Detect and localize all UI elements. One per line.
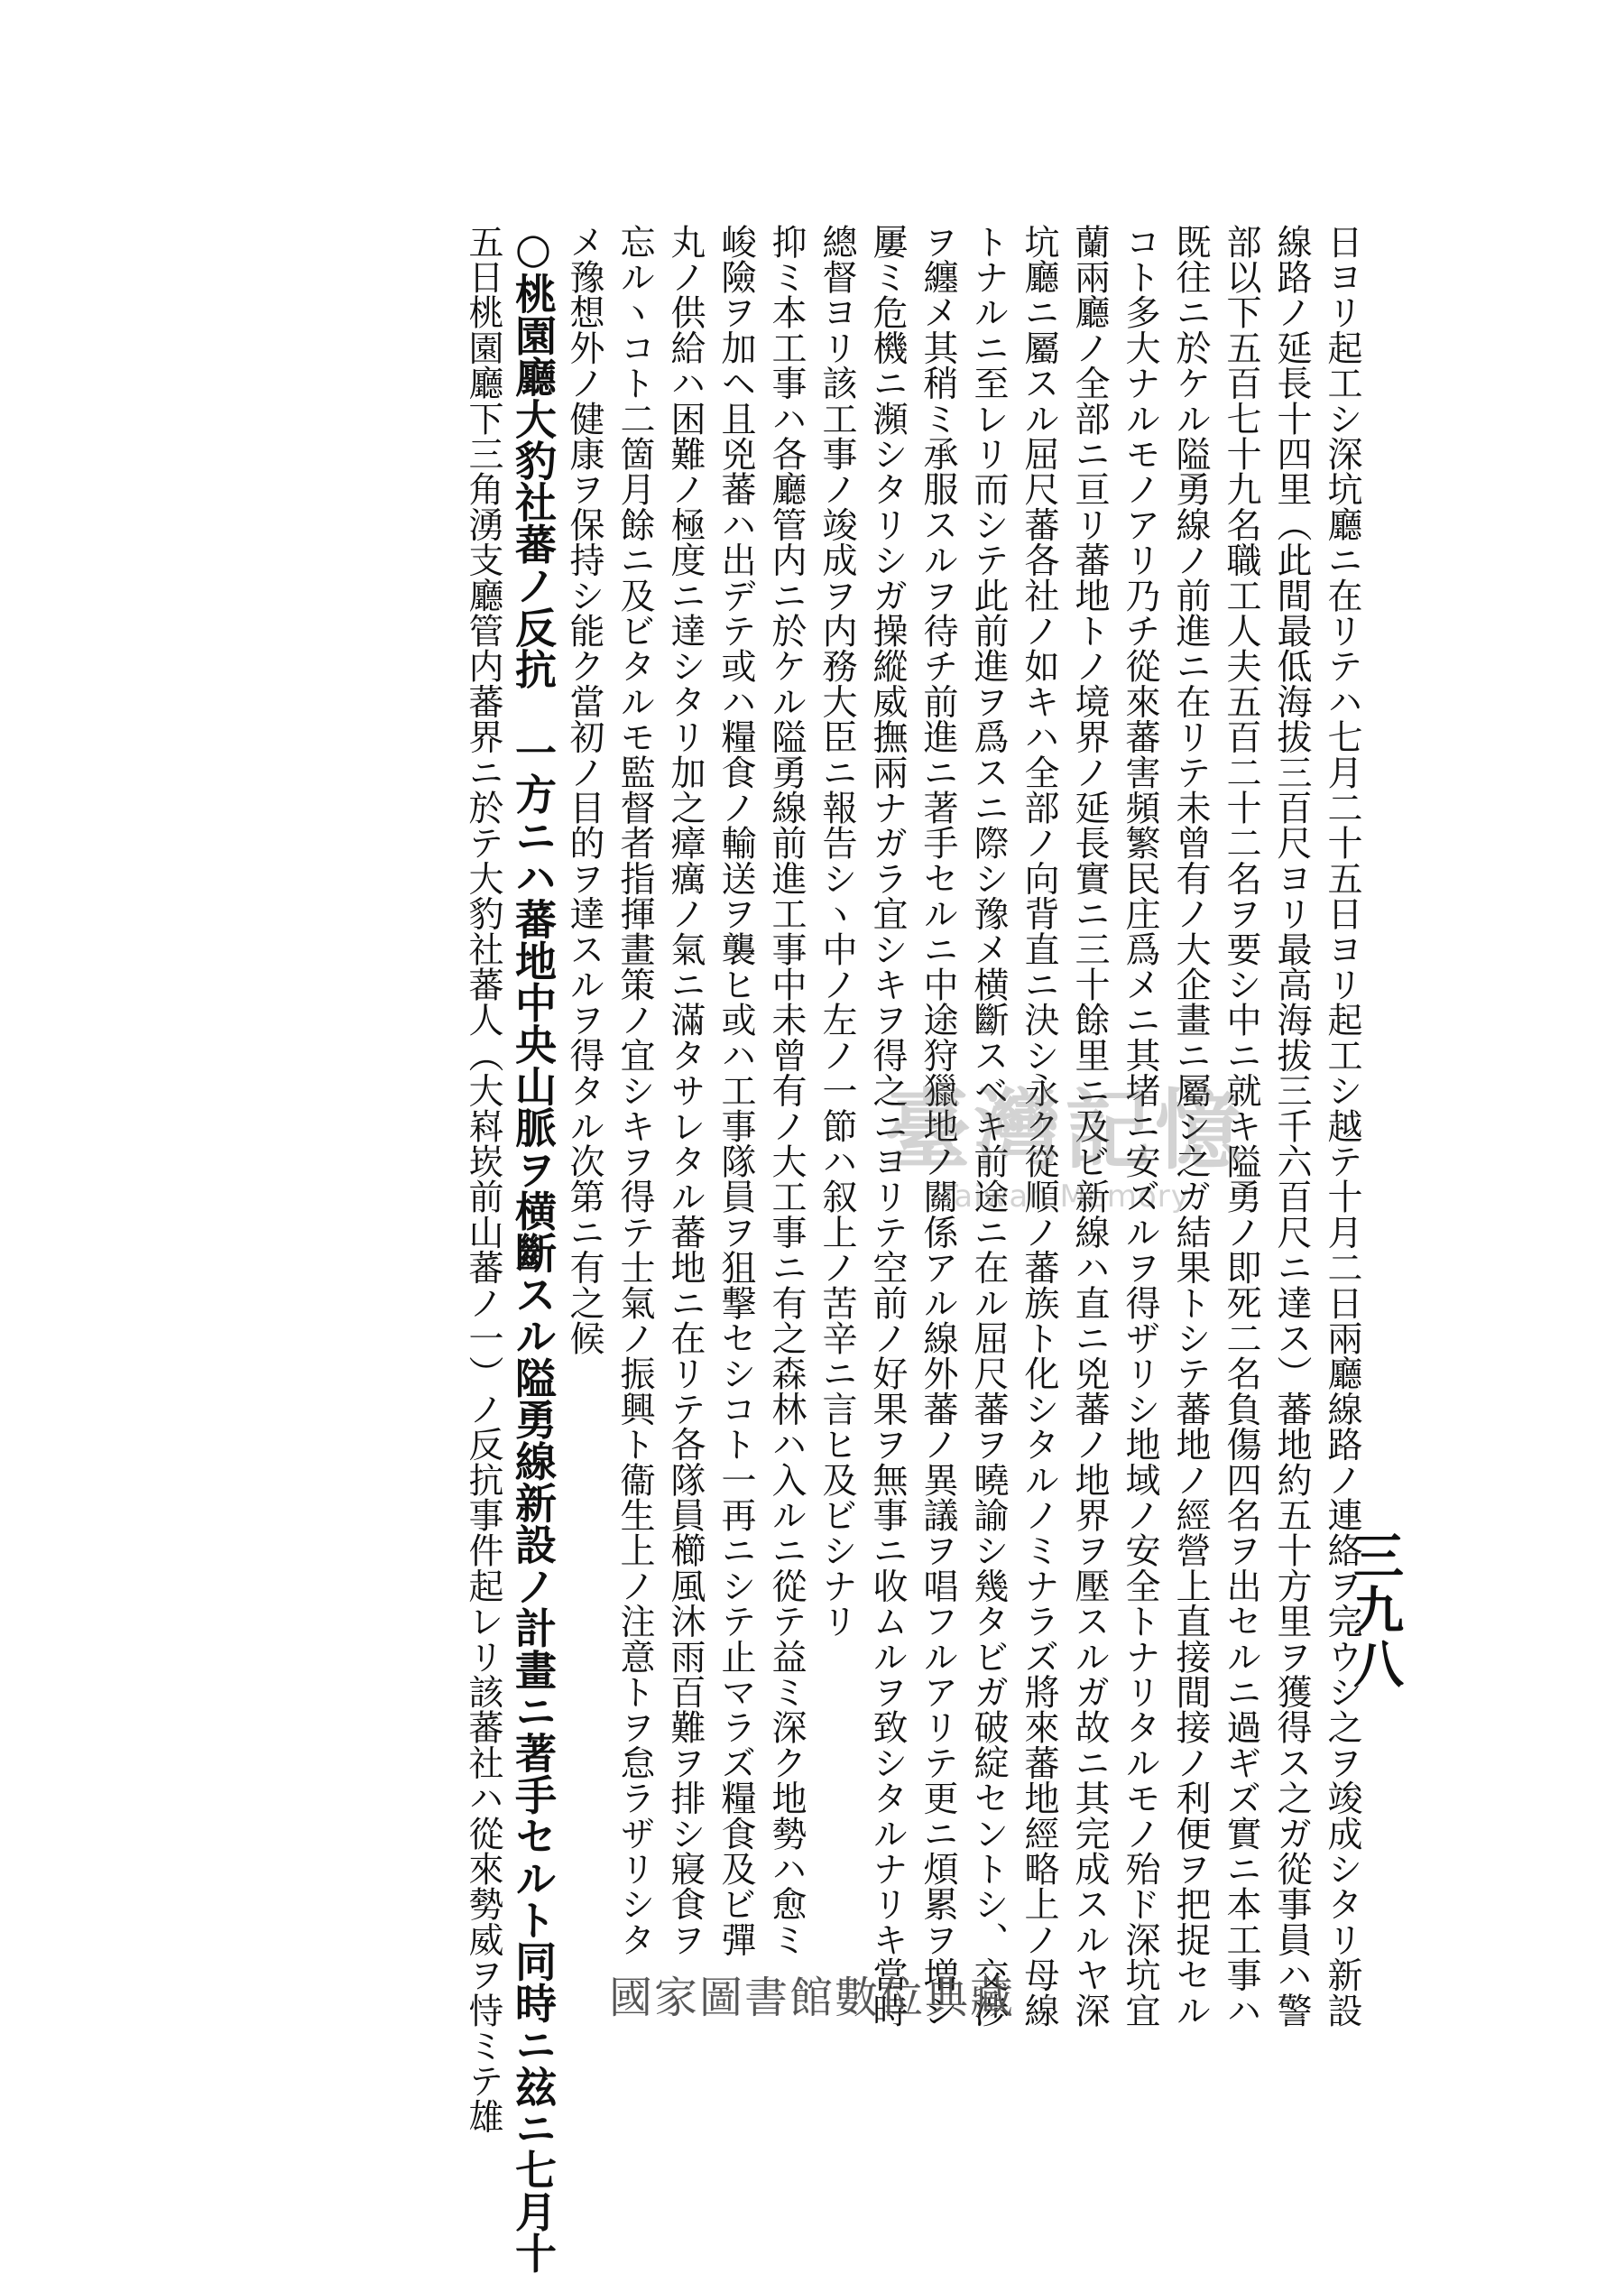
text-column-13: 峻險ヲ加ヘ且兇蕃ハ出デテ或ハ糧食ノ輸送ヲ襲ヒ或ハ工事隊員ヲ狙撃セシコト一再ニシテ止マラズ糧食及ビ彈 bbox=[715, 224, 756, 1957]
text-column-10: 屢ミ危機ニ瀕シタリシガ操縱威撫兩ナガラ宜シキヲ得之ニヨリテ空前ノ好果ヲ無事ニ收ムルヲ致シタルナリキ當時 bbox=[867, 224, 908, 2029]
section-heading-column: ○桃園廳大豹社蕃ノ反抗 一方ニハ蕃地中央山脈ヲ横斷スル隘勇線新設ノ計畫ニ著手セルト同時ニ玆ニ七月十 bbox=[509, 224, 558, 2274]
watermark-text: 臺灣記憶 bbox=[884, 1079, 1245, 1181]
watermark bbox=[848, 1079, 1281, 1272]
text-column-15: 忘ルヽコト二箇月餘ニ及ビタルモ監督者指揮畫策ノ宜シキヲ得テ士氣ノ振興ト衞生上ノ注意トヲ怠ラザリシタ bbox=[614, 224, 655, 1957]
text-column-6: 蘭兩廳ノ全部ニ亘リ蕃地トノ境界ノ延長實ニ三十餘里ニ及ビ新線ハ直ニ兇蕃ノ地界ヲ壓スルガ故ニ其完成スルヤ深 bbox=[1069, 224, 1110, 2029]
text-column-18: 五日桃園廳下三角湧支廳管内蕃界ニ於テ大豹社蕃人（大嵙崁前山蕃ノ一）ノ反抗事件起レリ該蕃社ハ從來勢威ヲ恃ミテ雄 bbox=[463, 224, 503, 2134]
text-column-1: 日ヨリ起工シ深坑廳ニ在リテハ七月二十五日ヨリ起工シ越テ十月二日兩廳線路ノ連絡ヲ完ウシ之ヲ竣成シタリ新設 bbox=[1322, 224, 1362, 2029]
text-column-14: 丸ノ供給ハ困難ノ極度ニ達シタリ加之瘴癘ノ氣ニ滿タサレタル蕃地ニ在リテ各隊員櫛風沐雨百難ヲ排シ寢食ヲ bbox=[665, 224, 706, 1957]
text-column-4: 既往ニ於ケル隘勇線ノ前進ニ在リテ未曾有ノ大企畫ニ屬シ之ガ結果トシテ蕃地ノ經營上直接間接ノ利便ヲ把捉セル bbox=[1170, 224, 1211, 2029]
text-column-9: ヲ纏メ其稍ミ承服スルヲ待チ前進ニ著手セルニ中途狩獵地ノ關係アル線外蕃ノ異議ヲ唱フルアリテ更ニ煩累ヲ増シ bbox=[918, 224, 958, 2029]
text-column-7: 坑廳ニ屬スル屈尺蕃各社ノ如キハ全部ノ向背直ニ決シ永ク從順ノ蕃族ト化シタルノミナラズ將來蕃地經略上ノ母線 bbox=[1019, 224, 1059, 2029]
watermark-subtext: Taiwan Memory bbox=[939, 1178, 1190, 1215]
text-column-16: メ豫想外ノ健康ヲ保持シ能ク當初ノ目的ヲ達スルヲ得タル次第ニ有之候 bbox=[564, 224, 604, 1356]
text-column-3: 部以下五百七十九名職工人夫五百二十二名ヲ要シ中ニ就キ隘勇ノ即死二名負傷四名ヲ出セルニ過ギズ實ニ本工事ハ bbox=[1221, 224, 1261, 2029]
text-column-2: 線路ノ延長十四里（此間最低海拔三百尺ヨリ最高海拔三千六百尺ニ達ス）蕃地約五十方里ヲ獲得ス之ガ從事員ハ警 bbox=[1271, 224, 1312, 2029]
page-number: 三九八 bbox=[1345, 1530, 1405, 1692]
text-column-8: トナルニ至レリ而シテ此前進ヲ爲スニ際シ豫メ横斷スベキ前途ニ在ル屈尺蕃ヲ曉諭シ幾タビガ破綻セントシ、交渉 bbox=[968, 224, 1009, 2029]
text-column-5: コト多大ナルモノアリ乃チ從來蕃害頻繁民庄爲メニ其堵ニ安ズルヲ得ザリシ地域ノ安全トナリタルモノ殆ド深坑宜 bbox=[1120, 224, 1160, 2029]
text-column-12: 抑ミ本工事ハ各廳管内ニ於ケル隘勇線前進工事中未曾有ノ大工事ニ有之森林ハ入ルニ從テ益ミ深ク地勢ハ愈ミ bbox=[766, 224, 807, 1957]
text-column-11: 總督ヨリ該工事ノ竣成ヲ内務大臣ニ報告シヽ中ノ左ノ一節ハ叙上ノ苦辛ニ言ヒ及ビシナリ bbox=[817, 224, 857, 1639]
footer-caption: 國家圖書館數位典藏 bbox=[608, 1973, 1015, 2023]
